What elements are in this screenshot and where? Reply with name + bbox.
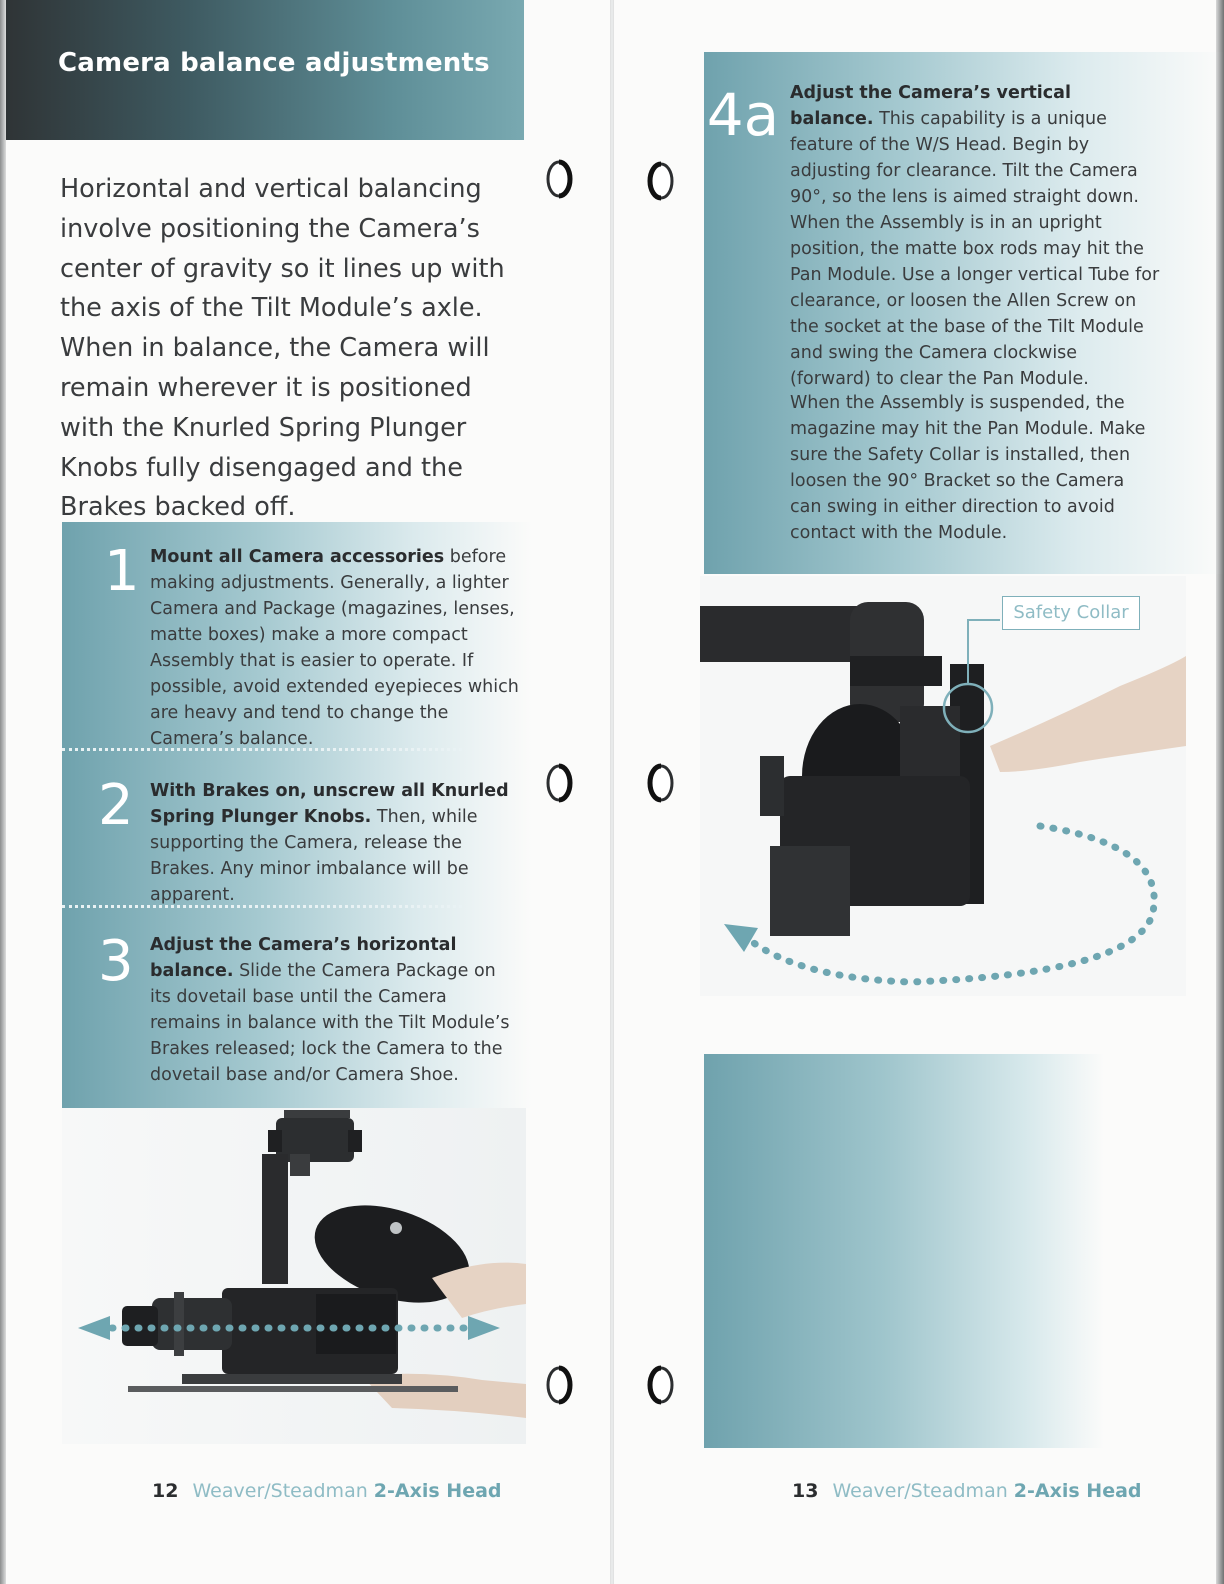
step-3-number: 3	[98, 929, 134, 994]
left-page	[0, 0, 610, 1584]
step-1-text	[150, 544, 520, 752]
right-page	[614, 0, 1224, 1584]
step-divider	[62, 748, 462, 751]
step-4a-paragraph-2: When the Assembly is suspended, the magazine may hit the Pan Module. Make sure the Safety Collar is installed, then loosen the 90° Bracket so the Camera can swing in either direction to avoid contact with the Module.	[790, 393, 1146, 543]
safety-collar-callout: Safety Collar	[1002, 596, 1140, 630]
step-2-text	[150, 778, 520, 908]
step-1-lead: Mount all Camera accessories	[150, 547, 445, 567]
binder-hole	[544, 158, 574, 200]
footer-product: 2-Axis Head	[373, 1480, 502, 1502]
binder-hole	[544, 1364, 574, 1406]
footer-brand: Weaver/Steadman	[192, 1480, 368, 1502]
intro-paragraph: Horizontal and vertical balancing involve positioning the Camera’s center of gravity so it lines up with the axis of the Tilt Module’s axle. When in balance, the Camera will remain wherever it is positioned with the Knurled Spring Plunger Knobs fully disengaged and the Brakes backed off.	[60, 174, 505, 523]
step-4a-text	[790, 80, 1160, 392]
step-4a-body: This capability is a unique feature of the W/S Head. Begin by adjusting for clearance. Tilt the Camera 90°, so the lens is aimed straight down. When the Assembly is in an upright position, the matte box rods may hit the Pan Module. Use a longer vertical Tube for clearance, or loosen the Allen Screw on the socket at the base of the Tilt Module and swing the Camera clockwise (forward) to clear the Pan Module.	[790, 109, 1160, 389]
binder-hole	[646, 160, 676, 202]
horizontal-balance-photo	[62, 1108, 526, 1444]
blank-panel	[704, 1054, 1104, 1448]
section-header	[6, 0, 524, 140]
step-3-body: Slide the Camera Package on its dovetail base until the Camera remains in balance with the Tilt Module’s Brakes released; lock the Camera to the dovetail base and/or Camera Shoe.	[150, 961, 510, 1085]
binder-hole	[544, 762, 574, 804]
page-footer	[792, 1480, 1142, 1502]
page-number: 12	[152, 1480, 179, 1502]
step-2-lead: With Brakes on, unscrew all Knurled Spring Plunger Knobs.	[150, 781, 509, 827]
page-edge-shadow	[0, 0, 6, 1584]
step-3-text	[150, 932, 520, 1088]
step-1-number: 1	[104, 539, 140, 604]
steps-panel	[62, 522, 532, 1108]
page-footer	[152, 1480, 502, 1502]
footer-brand: Weaver/Steadman	[832, 1480, 1008, 1502]
step-1-body: before making adjustments. Generally, a lighter Camera and Package (magazines, lenses, matte boxes) make a more compact Assembly that is easier to operate. If possible, avoid extended eyepieces which are heavy and tend to change the Camera’s balance.	[150, 547, 519, 749]
step-4a-number: 4a	[706, 81, 780, 149]
section-title: Camera balance adjustments	[58, 48, 490, 78]
binder-hole	[646, 762, 676, 804]
step-4a-lead: Adjust the Camera’s vertical balance.	[790, 83, 1071, 129]
step-divider	[62, 905, 462, 908]
step-2-number: 2	[98, 773, 134, 838]
binder-hole	[646, 1364, 676, 1406]
step-4a-panel	[704, 52, 1224, 574]
step-3-lead: Adjust the Camera’s horizontal balance.	[150, 935, 457, 981]
footer-product: 2-Axis Head	[1013, 1480, 1142, 1502]
page-number: 13	[792, 1480, 819, 1502]
vertical-balance-photo	[700, 576, 1186, 996]
step-2-body: Then, while supporting the Camera, release the Brakes. Any minor imbalance will be apparent.	[150, 807, 478, 905]
